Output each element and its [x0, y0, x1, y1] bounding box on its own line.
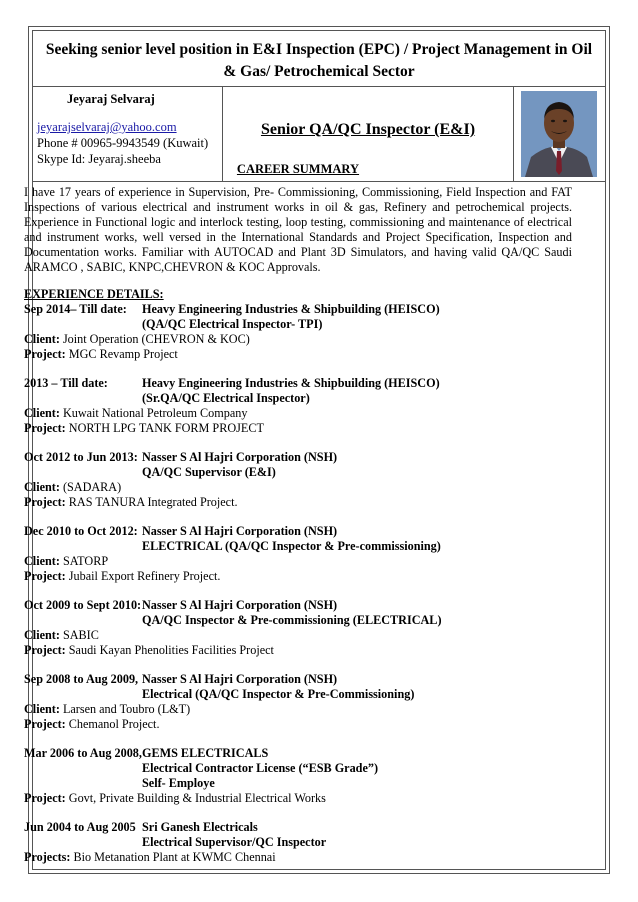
job-client-label: Client:	[24, 406, 60, 420]
job-date: Mar 2006 to Aug 2008,	[24, 746, 142, 760]
job-company: Nasser S Al Hajri Corporation (NSH)	[142, 450, 338, 464]
job-date: Sep 2014– Till date:	[24, 302, 127, 316]
job-date: 2013 – Till date:	[24, 376, 108, 390]
job-entry	[24, 746, 572, 806]
job-client-value: Larsen and Toubro (L&T)	[59, 702, 191, 716]
job-position: Electrical Supervisor/QC Inspector	[142, 835, 327, 849]
job-client-label: Client:	[24, 480, 60, 494]
job-position: Electrical (QA/QC Inspector & Pre-Commissioning)	[142, 687, 415, 701]
job-header-row	[24, 524, 572, 539]
job-entry	[24, 450, 572, 510]
job-project-value: Saudi Kayan Phenolities Facilities Project	[65, 643, 274, 657]
job-project	[24, 495, 572, 510]
objective-line-2: & Gas/ Petrochemical Sector	[223, 63, 415, 80]
job-entry	[24, 672, 572, 732]
job-project-value: Govt, Private Building & Industrial Electrical Works	[65, 791, 326, 805]
job-header-row	[24, 746, 572, 761]
job-client	[24, 332, 572, 347]
job-project-value: Bio Metanation Plant at KWMC Chennai	[70, 850, 276, 864]
objective-header	[33, 31, 605, 87]
job-entry	[24, 524, 572, 584]
job-client-label: Client:	[24, 332, 60, 346]
job-project	[24, 569, 572, 584]
job-date: Oct 2012 to Jun 2013:	[24, 450, 138, 464]
job-position: QA/QC Inspector & Pre-commissioning (ELECTRICAL)	[142, 613, 442, 627]
job-client-value: SATORP	[59, 554, 109, 568]
job-date: Jun 2004 to Aug 2005	[24, 820, 136, 834]
job-project-label: Project:	[24, 421, 66, 435]
job-header-row	[24, 450, 572, 465]
job-position: Electrical Contractor License (“ESB Grade”)	[142, 761, 379, 775]
job-project-label: Project:	[24, 495, 66, 509]
job-entry	[24, 598, 572, 658]
job-project-label: Project:	[24, 569, 66, 583]
job-project-label: Project:	[24, 717, 66, 731]
job-client-value: (SADARA)	[59, 480, 122, 494]
job-date: Dec 2010 to Oct 2012:	[24, 524, 138, 538]
career-summary-text: I have 17 years of experience in Supervision, Pre- Commissioning, Commissioning, Field Inspection and FAT Inspections of various electrical and instrument works in oil & gas, Refinery and petrochemical projects. Experience in Functional logic and interlock testing, loop testing, commissioning and maintenance of electrical and instrument works, well versed in the International Standards and Project Specification, Inspection and Documentation works. Familiar with AUTOCAD and Plant 3D Simulators, and having valid QA/QC Saudi ARAMCO , SABIC, KNPC,CHEVRON & KOC Approvals.	[24, 185, 572, 274]
job-entry	[24, 376, 572, 436]
job-client-value: SABIC	[59, 628, 99, 642]
job-project	[24, 643, 572, 658]
job-client	[24, 702, 572, 717]
job-client	[24, 554, 572, 569]
job-project-label: Project:	[24, 643, 66, 657]
job-position: (Sr.QA/QC Electrical Inspector)	[142, 391, 310, 405]
job-project	[24, 421, 572, 436]
job-project-label: Projects:	[24, 850, 71, 864]
email-link[interactable]: jeyarajselvaraj@yahoo.com	[37, 120, 177, 134]
job-company: Nasser S Al Hajri Corporation (NSH)	[142, 524, 338, 538]
job-header-row	[24, 376, 572, 391]
job-header-row	[24, 672, 572, 687]
job-company: Heavy Engineering Industries & Shipbuilding (HEISCO)	[142, 376, 440, 390]
job-position: (QA/QC Electrical Inspector- TPI)	[142, 317, 323, 331]
career-summary-title: CAREER SUMMARY	[236, 162, 360, 176]
job-client-label: Client:	[24, 702, 60, 716]
job-position: QA/QC Supervisor (E&I)	[142, 465, 276, 479]
job-project-label: Project:	[24, 347, 66, 361]
job-date: Sep 2008 to Aug 2009,	[24, 672, 139, 686]
job-project-label: Project:	[24, 791, 66, 805]
job-client	[24, 480, 572, 495]
job-project-value: NORTH LPG TANK FORM PROJECT	[65, 421, 264, 435]
job-project	[24, 717, 572, 732]
job-company: Sri Ganesh Electricals	[142, 820, 258, 834]
role-title: Senior QA/QC Inspector (E&I)	[260, 121, 476, 138]
job-project	[24, 347, 572, 362]
job-position: ELECTRICAL (QA/QC Inspector & Pre-commissioning)	[142, 539, 441, 553]
job-project	[24, 791, 572, 806]
skype-id: Skype Id: Jeyaraj.sheeba	[37, 152, 161, 166]
job-project	[24, 850, 572, 865]
job-company: GEMS ELECTRICALS	[142, 746, 269, 760]
job-company: Nasser S Al Hajri Corporation (NSH)	[142, 672, 338, 686]
job-client	[24, 628, 572, 643]
job-client-label: Client:	[24, 554, 60, 568]
job-project-value: Jubail Export Refinery Project.	[65, 569, 221, 583]
job-header-row	[24, 302, 572, 317]
job-project-value: Chemanol Project.	[65, 717, 160, 731]
job-client-value: Joint Operation (CHEVRON & KOC)	[59, 332, 250, 346]
job-header-row	[24, 820, 572, 835]
candidate-name: Jeyaraj Selvaraj	[67, 92, 155, 106]
job-project-value: MGC Revamp Project	[65, 347, 178, 361]
job-position-secondary: Self- Employe	[142, 776, 215, 790]
job-client-label: Client:	[24, 628, 60, 642]
job-company: Nasser S Al Hajri Corporation (NSH)	[142, 598, 338, 612]
objective-line-1: Seeking senior level position in E&I Inspection (EPC) / Project Management in Oil	[45, 41, 593, 58]
job-project-value: RAS TANURA Integrated Project.	[65, 495, 238, 509]
job-client-value: Kuwait National Petroleum Company	[59, 406, 248, 420]
job-date: Oct 2009 to Sept 2010:	[24, 598, 142, 612]
job-entry	[24, 302, 572, 362]
experience-list	[24, 302, 572, 865]
job-entry	[24, 820, 572, 865]
job-company: Heavy Engineering Industries & Shipbuilding (HEISCO)	[142, 302, 440, 316]
job-client	[24, 406, 572, 421]
phone-number: Phone # 00965-9943549 (Kuwait)	[37, 136, 209, 150]
experience-title: EXPERIENCE DETAILS:	[24, 287, 164, 301]
job-header-row	[24, 598, 572, 613]
resume-body	[24, 162, 572, 879]
